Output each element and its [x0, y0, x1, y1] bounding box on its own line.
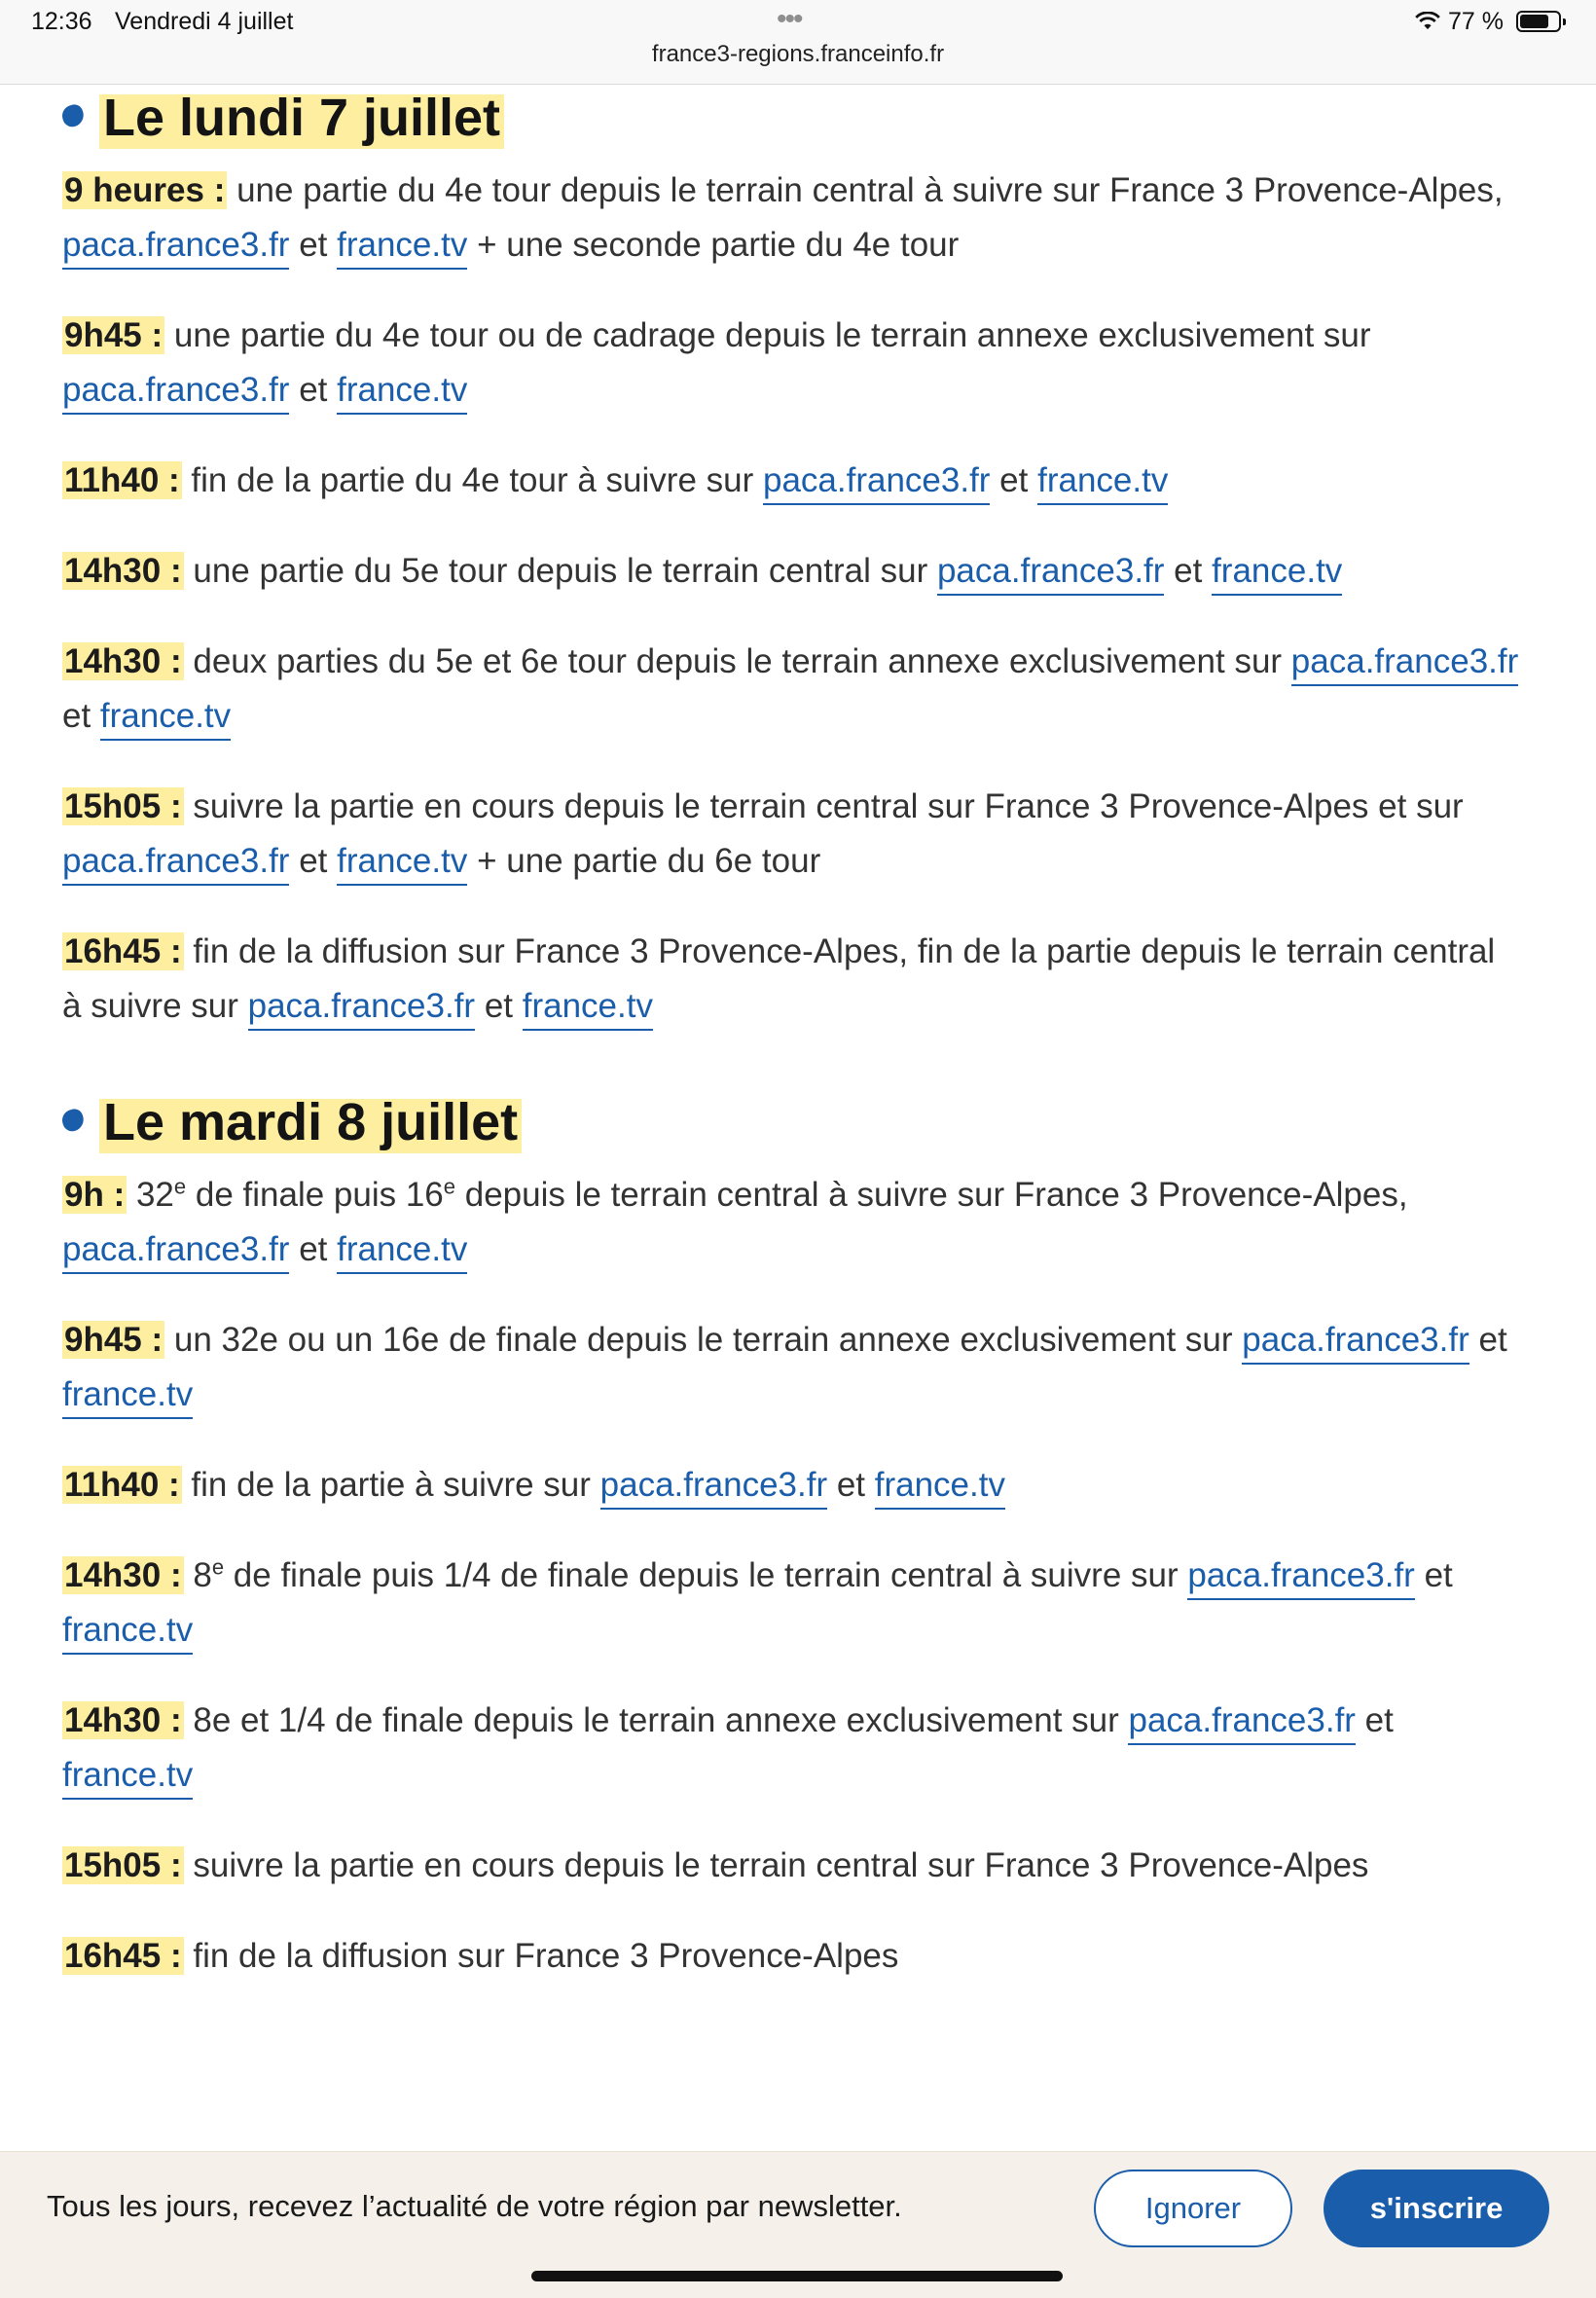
- entry-text: et: [289, 1230, 338, 1268]
- entry-text: 8: [183, 1556, 212, 1594]
- entry-text: + une seconde partie du 4e tour: [467, 226, 960, 264]
- entry-text: et: [289, 842, 338, 880]
- time-label: 11h40 :: [64, 461, 180, 499]
- entry-text: suivre la partie en cours depuis le terrain central sur France 3 Provence-Alpes et sur: [183, 787, 1464, 825]
- time-label: 14h30 :: [64, 642, 182, 680]
- entry-text: 32: [127, 1176, 174, 1214]
- bullet-icon: [59, 102, 87, 129]
- content-fade: [0, 2093, 1596, 2151]
- time-label: 15h05 :: [64, 787, 182, 825]
- entry-text: et: [1469, 1321, 1507, 1359]
- more-dots-icon[interactable]: •••: [777, 3, 802, 35]
- entry-text: deux parties du 5e et 6e tour depuis le terrain annexe exclusivement sur: [183, 642, 1291, 680]
- paca-france3-link[interactable]: paca.france3.fr: [62, 1230, 289, 1274]
- time-label: 9h :: [64, 1176, 126, 1214]
- schedule-entry: [62, 1929, 1522, 1984]
- entry-text: fin de la partie à suivre sur: [181, 1466, 600, 1504]
- france-tv-link[interactable]: france.tv: [100, 697, 231, 741]
- schedule-entry: [62, 544, 1522, 599]
- france-tv-link[interactable]: france.tv: [1212, 552, 1342, 596]
- paca-france3-link[interactable]: paca.france3.fr: [1291, 642, 1518, 686]
- time-label: 14h30 :: [64, 1556, 182, 1594]
- time-label: 14h30 :: [64, 1701, 182, 1739]
- entry-text: et: [827, 1466, 875, 1504]
- entry-text: de finale puis 16: [186, 1176, 444, 1214]
- entry-text: une partie du 5e tour depuis le terrain central sur: [183, 552, 937, 590]
- france-tv-link[interactable]: france.tv: [337, 842, 467, 886]
- time-label: 14h30 :: [64, 552, 182, 590]
- schedule-entry: [62, 309, 1522, 418]
- section-heading: [62, 1088, 1522, 1160]
- france-tv-link[interactable]: france.tv: [62, 1611, 193, 1655]
- paca-france3-link[interactable]: paca.france3.fr: [62, 371, 289, 415]
- entry-text: et: [289, 371, 338, 409]
- france-tv-link[interactable]: france.tv: [337, 371, 467, 415]
- wifi-icon: [1413, 12, 1442, 31]
- schedule-entry: [62, 635, 1522, 744]
- entry-text: fin de la diffusion sur France 3 Provence-Alpes, fin de la partie depuis le terrain central à suivre sur: [62, 932, 1496, 1025]
- ordinal-suffix: e: [173, 1174, 187, 1199]
- time-label: 9h45 :: [64, 1321, 163, 1359]
- time-label: 11h40 :: [64, 1466, 180, 1504]
- schedule-entry: [62, 164, 1522, 273]
- paca-france3-link[interactable]: paca.france3.fr: [937, 552, 1164, 596]
- time-label: 15h05 :: [64, 1846, 182, 1884]
- paca-france3-link[interactable]: paca.france3.fr: [248, 987, 475, 1031]
- status-date: Vendredi 4 juillet: [115, 8, 294, 35]
- france-tv-link[interactable]: france.tv: [875, 1466, 1005, 1510]
- entry-text: + une partie du 6e tour: [467, 842, 821, 880]
- time-label: 9 heures :: [64, 171, 226, 209]
- subscribe-button[interactable]: s'inscrire: [1324, 2170, 1549, 2247]
- home-indicator[interactable]: [531, 2271, 1063, 2281]
- ordinal-suffix: e: [443, 1174, 456, 1199]
- schedule-entry: [62, 925, 1522, 1034]
- entry-text: 8e et 1/4 de finale depuis le terrain annexe exclusivement sur: [183, 1701, 1129, 1739]
- newsletter-text: Tous les jours, recevez l’actualité de votre région par newsletter.: [47, 2189, 902, 2223]
- france-tv-link[interactable]: france.tv: [1037, 461, 1168, 505]
- time-label: 16h45 :: [64, 932, 182, 970]
- time-label: 16h45 :: [64, 1937, 182, 1975]
- entry-text: fin de la partie du 4e tour à suivre sur: [181, 461, 763, 499]
- section-heading-text: Le lundi 7 juillet: [99, 84, 504, 152]
- france-tv-link[interactable]: france.tv: [62, 1375, 193, 1419]
- schedule-entry: [62, 1839, 1522, 1893]
- entry-text: et: [475, 987, 523, 1025]
- battery-icon: [1516, 11, 1561, 32]
- entry-text: une partie du 4e tour ou de cadrage depuis le terrain annexe exclusivement sur: [164, 316, 1371, 354]
- entry-text: et: [990, 461, 1038, 499]
- france-tv-link[interactable]: france.tv: [523, 987, 653, 1031]
- entry-text: et: [1355, 1701, 1394, 1739]
- address-bar-url[interactable]: france3-regions.franceinfo.fr: [651, 41, 945, 67]
- france-tv-link[interactable]: france.tv: [337, 1230, 467, 1274]
- schedule-entry: [62, 1168, 1522, 1277]
- day-section: [62, 84, 1522, 1034]
- entry-text: un 32e ou un 16e de finale depuis le terrain annexe exclusivement sur: [164, 1321, 1243, 1359]
- battery-level-fill: [1520, 15, 1548, 28]
- schedule-list: [62, 164, 1522, 1034]
- entry-text: et: [62, 697, 100, 735]
- bullet-icon: [59, 1107, 87, 1134]
- schedule-entry: [62, 780, 1522, 889]
- time-label: 9h45 :: [64, 316, 163, 354]
- entry-text: et: [1164, 552, 1213, 590]
- entry-text: et: [289, 226, 338, 264]
- paca-france3-link[interactable]: paca.france3.fr: [1187, 1556, 1414, 1600]
- section-heading: [62, 84, 1522, 156]
- section-heading-text: Le mardi 8 juillet: [99, 1088, 522, 1156]
- france-tv-link[interactable]: france.tv: [337, 226, 467, 270]
- schedule-entry: [62, 1313, 1522, 1422]
- paca-france3-link[interactable]: paca.france3.fr: [62, 842, 289, 886]
- paca-france3-link[interactable]: paca.france3.fr: [62, 226, 289, 270]
- ordinal-suffix: e: [211, 1554, 225, 1580]
- entry-text: de finale puis 1/4 de finale depuis le terrain central à suivre sur: [224, 1556, 1188, 1594]
- schedule-entry: [62, 1694, 1522, 1803]
- day-section: [62, 1088, 1522, 1984]
- status-time: 12:36: [31, 8, 92, 35]
- schedule-entry: [62, 454, 1522, 508]
- paca-france3-link[interactable]: paca.france3.fr: [1242, 1321, 1469, 1365]
- ignore-button[interactable]: Ignorer: [1094, 2170, 1292, 2247]
- entry-text: fin de la diffusion sur France 3 Provence-Alpes: [183, 1937, 899, 1975]
- battery-percent: 77 %: [1448, 8, 1504, 35]
- france-tv-link[interactable]: france.tv: [62, 1756, 193, 1800]
- schedule-entry: [62, 1549, 1522, 1658]
- entry-text: suivre la partie en cours depuis le terrain central sur France 3 Provence-Alpes: [183, 1846, 1369, 1884]
- article-body: [62, 84, 1522, 1984]
- entry-text: et: [1414, 1556, 1453, 1594]
- paca-france3-link[interactable]: paca.france3.fr: [763, 461, 990, 505]
- paca-france3-link[interactable]: paca.france3.fr: [600, 1466, 827, 1510]
- schedule-entry: [62, 1458, 1522, 1513]
- entry-text: depuis le terrain central à suivre sur France 3 Provence-Alpes,: [455, 1176, 1408, 1214]
- status-bar: [0, 0, 1596, 85]
- schedule-list: [62, 1168, 1522, 1984]
- paca-france3-link[interactable]: paca.france3.fr: [1128, 1701, 1355, 1745]
- entry-text: une partie du 4e tour depuis le terrain central à suivre sur France 3 Provence-Alpes,: [227, 171, 1504, 209]
